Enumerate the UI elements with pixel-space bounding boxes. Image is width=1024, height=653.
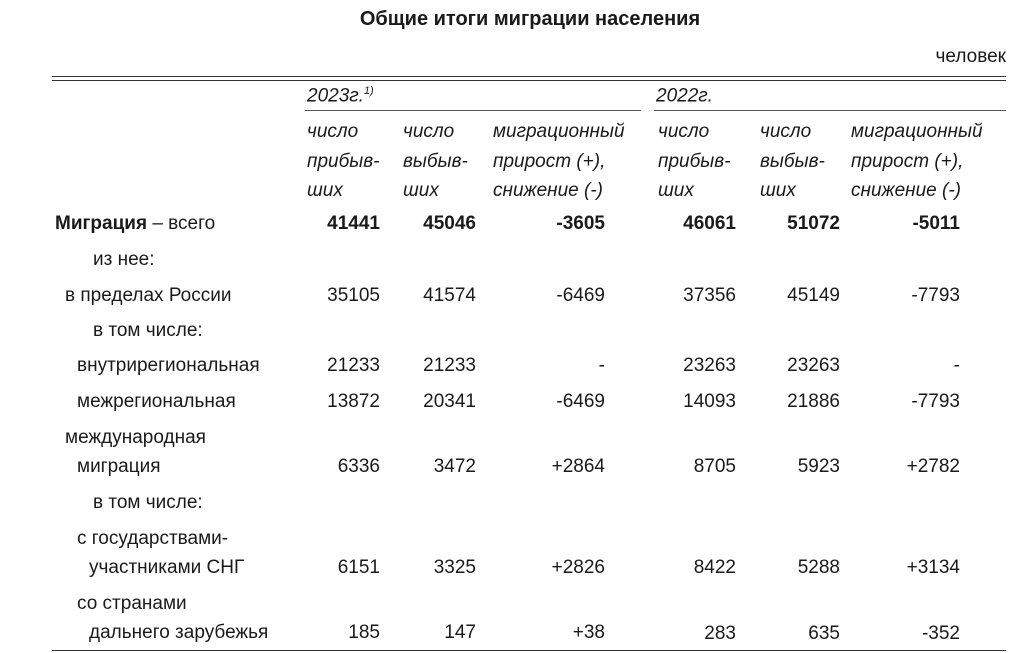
col-header-departed-2022: число выбыв- ших [760, 121, 825, 201]
cell-russia-arrived-2023: 35105 [327, 285, 380, 306]
row-label-migration-total: Миграция – всего [55, 213, 216, 234]
cell-russia-departed-2022: 45149 [787, 285, 840, 306]
cell-intl-arrived-2022: 8705 [693, 456, 736, 477]
cell-intra-arrived-2022: 23263 [683, 355, 736, 376]
col-header-arrived-2022: число прибыв- ших [658, 121, 731, 201]
col-header-arrived-2023: число прибыв- ших [307, 121, 380, 201]
cell-inter-growth-2023: -6469 [556, 391, 605, 412]
cell-far-arrived-2022: 283 [704, 623, 736, 644]
cell-total-growth-2022: -5011 [912, 213, 960, 234]
row-label-including-2: в том числе: [93, 492, 203, 513]
cell-intl-arrived-2023: 6336 [337, 456, 380, 477]
row-label-far-abroad: со странами [77, 593, 187, 614]
row-label-far-abroad-cont: дальнего зарубежья [89, 622, 269, 643]
cell-far-growth-2023: +38 [572, 622, 605, 643]
year-underline-2022 [654, 110, 1006, 111]
cell-intl-departed-2023: 3472 [433, 456, 476, 477]
cell-total-arrived-2022: 46061 [683, 213, 736, 234]
row-label-including-1: в том числе: [93, 320, 203, 341]
cell-cis-arrived-2022: 8422 [693, 557, 736, 578]
bottom-rule [52, 650, 1006, 651]
row-label-within-russia: в пределах России [65, 285, 232, 306]
col-header-departed-2023: число выбыв- ших [403, 121, 468, 201]
cell-cis-growth-2023: +2826 [551, 557, 605, 578]
cell-russia-departed-2023: 41574 [423, 285, 476, 306]
cell-intra-growth-2023: - [598, 355, 605, 376]
cell-intra-departed-2023: 21233 [423, 355, 476, 376]
cell-cis-departed-2022: 5288 [797, 557, 840, 578]
cell-cis-arrived-2023: 6151 [337, 557, 380, 578]
row-label-international-cont: миграция [77, 456, 161, 477]
cell-total-departed-2023: 45046 [423, 213, 476, 234]
cell-intra-growth-2022: - [953, 355, 960, 376]
year-header-2023: 2023г.$^{1)}$ [307, 85, 374, 107]
cell-cis-growth-2022: +3134 [906, 557, 960, 578]
cell-total-departed-2022: 51072 [787, 213, 840, 234]
cell-far-arrived-2023: 185 [348, 622, 380, 643]
col-header-growth-2022: миграционный прирост (+), снижение (-) [851, 121, 983, 201]
cell-inter-departed-2023: 20341 [423, 391, 476, 412]
cell-inter-arrived-2022: 14093 [683, 391, 736, 412]
cell-intl-growth-2023: +2864 [551, 456, 605, 477]
cell-inter-departed-2022: 21886 [787, 391, 840, 412]
year-header-2022: 2022г. [656, 85, 713, 107]
cell-far-growth-2022: -352 [921, 623, 960, 644]
top-rule [52, 76, 1006, 77]
top-rule-double [52, 80, 1006, 81]
unit-label: человек [935, 46, 1006, 67]
year-underline-2023 [305, 110, 641, 111]
cell-russia-arrived-2022: 37356 [683, 285, 736, 306]
row-label-cis: с государствами- [77, 528, 229, 549]
cell-far-departed-2022: 635 [808, 623, 840, 644]
row-label-international: международная [65, 427, 206, 448]
cell-intra-arrived-2023: 21233 [327, 355, 380, 376]
row-label-cis-cont: участниками СНГ [89, 557, 245, 578]
cell-total-growth-2023: -3605 [556, 213, 605, 234]
table-title: Общие итоги миграции населения [359, 8, 701, 30]
cell-intra-departed-2022: 23263 [787, 355, 840, 376]
row-label-interregional: межрегиональная [77, 391, 236, 412]
cell-total-arrived-2023: 41441 [327, 213, 380, 234]
cell-cis-departed-2023: 3325 [433, 557, 476, 578]
cell-inter-growth-2022: -7793 [911, 391, 960, 412]
row-label-of-which: из нее: [93, 249, 155, 270]
cell-russia-growth-2022: -7793 [911, 285, 960, 306]
cell-inter-arrived-2023: 13872 [327, 391, 380, 412]
cell-intl-growth-2022: +2782 [906, 456, 960, 477]
cell-russia-growth-2023: -6469 [556, 285, 605, 306]
row-label-intraregional: внутрирегиональная [77, 355, 260, 376]
cell-intl-departed-2022: 5923 [797, 456, 840, 477]
cell-far-departed-2023: 147 [444, 622, 476, 643]
col-header-growth-2023: миграционный прирост (+), снижение (-) [493, 121, 625, 201]
